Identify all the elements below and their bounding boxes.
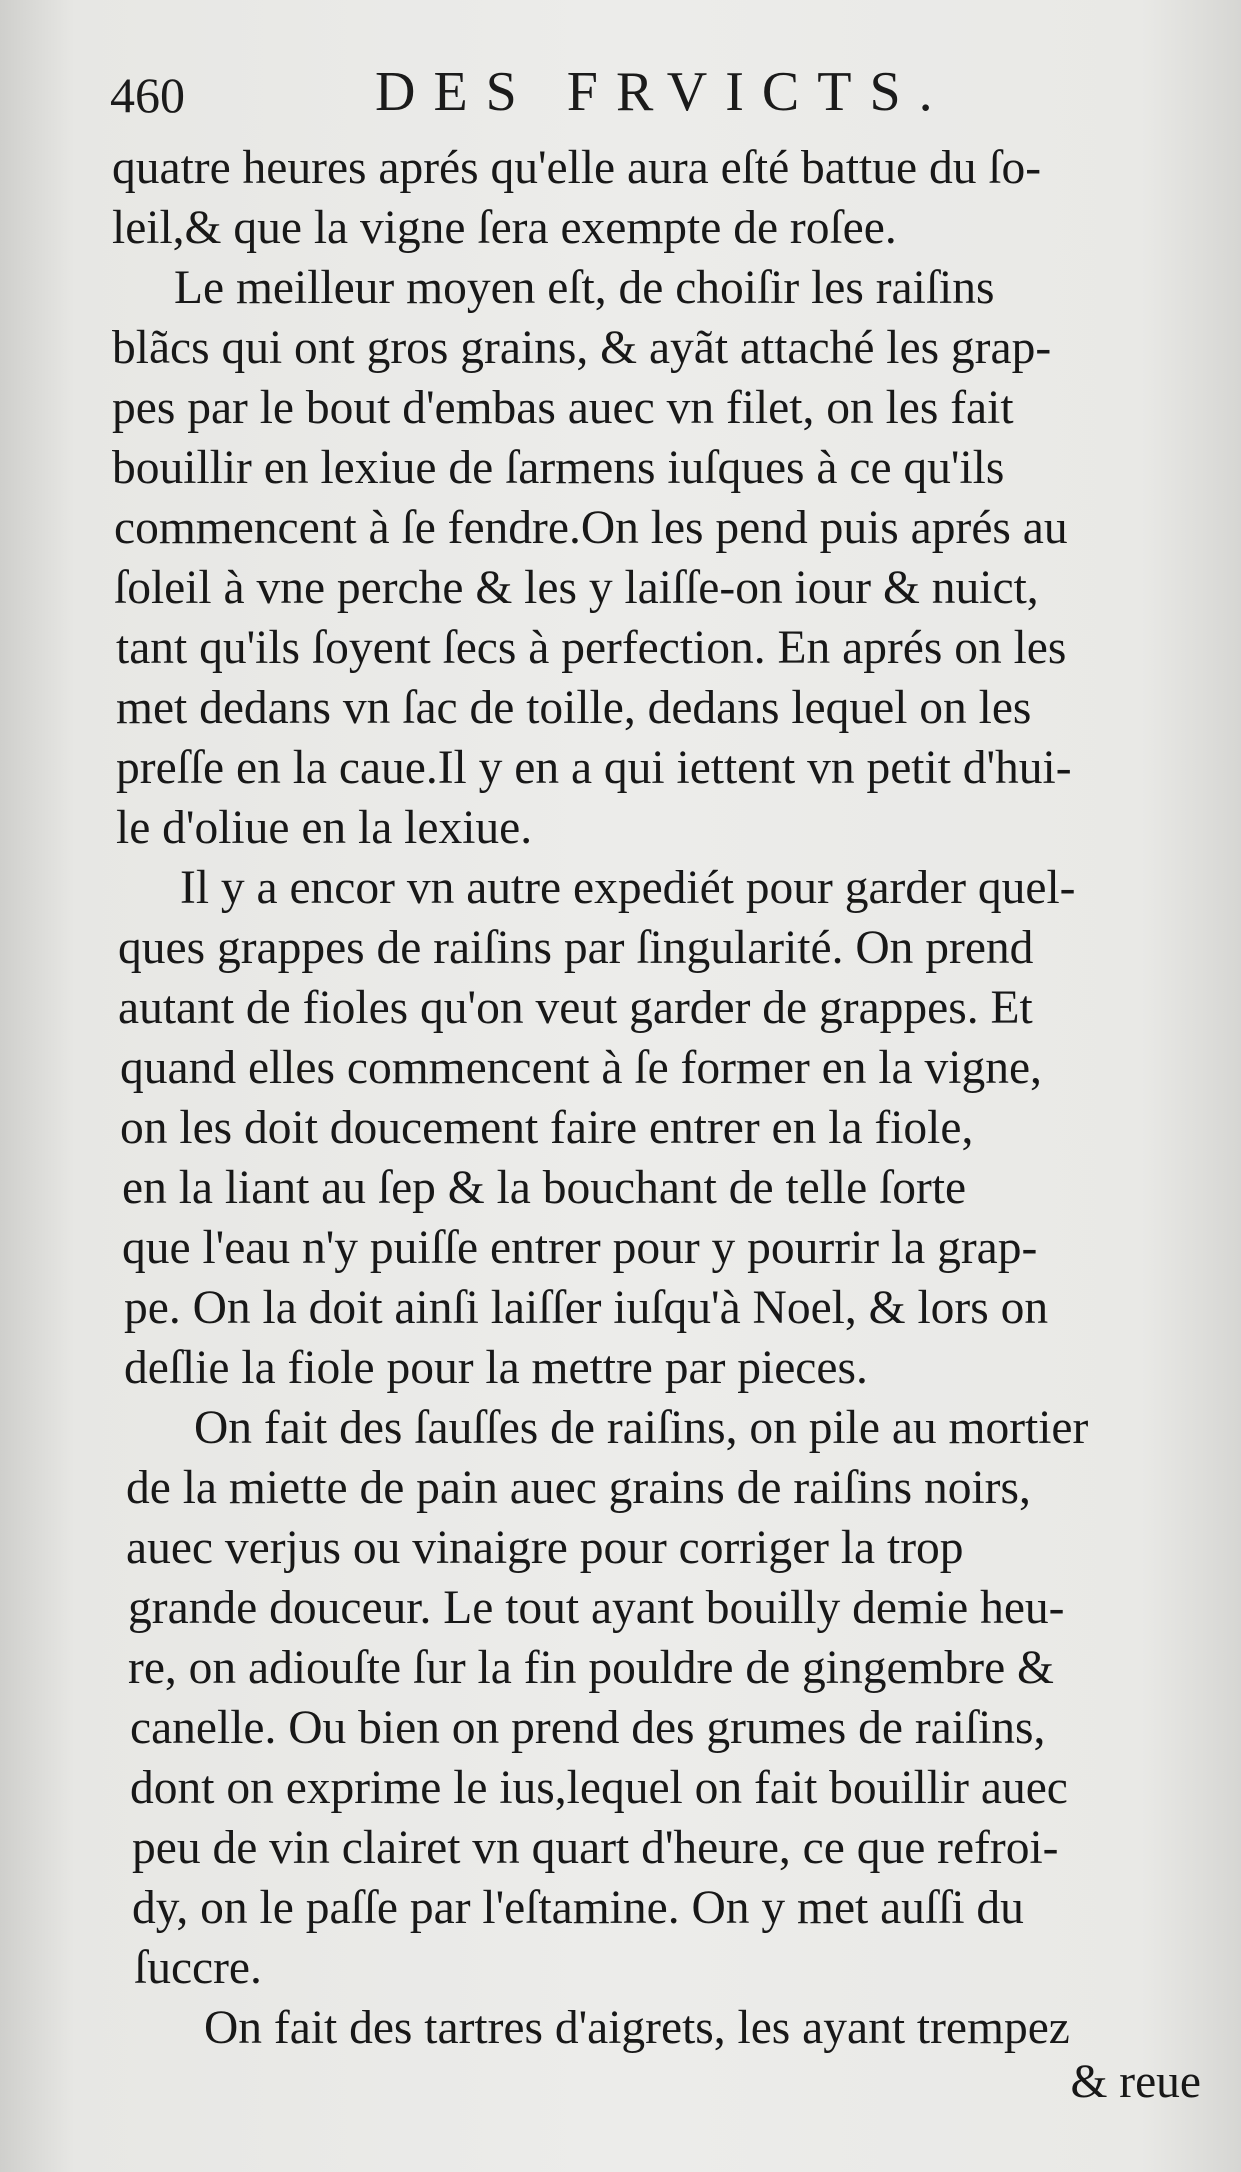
text-line: peu de vin clairet vn quart d'heure, ce que refroi- <box>132 1822 1059 1874</box>
body-text <box>112 138 1182 2058</box>
text-line: deſlie la fiole pour la mettre par pieces. <box>124 1342 868 1394</box>
text-line: auec verjus ou vinaigre pour corriger la trop <box>126 1522 964 1574</box>
text-line: preſſe en la caue.Il y en a qui iettent vn petit d'hui- <box>116 742 1072 794</box>
text-line: bouillir en lexiue de ſarmens iuſques à ce qu'ils <box>112 442 1005 494</box>
text-line: ques grappes de raiſins par ſingularité. On prend <box>118 922 1034 974</box>
text-line: grande douceur. Le tout ayant bouilly demie heu- <box>128 1582 1065 1634</box>
text-line: canelle. Ou bien on prend des grumes de raiſins, <box>130 1702 1046 1754</box>
running-head <box>110 60 1190 140</box>
text-line: autant de fioles qu'on veut garder de grappes. Et <box>118 982 1033 1034</box>
text-line: dont on exprime le ius,lequel on fait bouillir auec <box>130 1762 1068 1814</box>
text-line: pe. On la doit ainſi laiſſer iuſqu'à Noel, & lors on <box>124 1282 1049 1334</box>
text-line: quand elles commencent à ſe former en la vigne, <box>120 1042 1042 1094</box>
catchword: & reue <box>1070 2056 1201 2108</box>
page-number: 460 <box>110 67 185 123</box>
text-line: que l'eau n'y puiſſe entrer pour y pourrir la grap- <box>122 1222 1038 1274</box>
text-line: tant qu'ils ſoyent ſecs à perfection. En aprés on les <box>116 622 1067 674</box>
text-line: pes par le bout d'embas auec vn filet, on les fait <box>112 382 1014 434</box>
text-line: commencent à ſe fendre.On les pend puis aprés au <box>114 502 1068 554</box>
text-line: ſuccre. <box>134 1942 262 1994</box>
text-line: dy, on le paſſe par l'eſtamine. On y met auſſi du <box>132 1882 1024 1934</box>
text-line: quatre heures aprés qu'elle aura eſté battue du ſo- <box>112 142 1042 194</box>
text-line: en la liant au ſep & la bouchant de telle ſorte <box>122 1162 967 1214</box>
paragraph-first-line: On fait des ſauſſes de raiſins, on pile au mortier <box>194 1402 1089 1454</box>
text-line: leil,& que la vigne ſera exempte de roſee. <box>112 202 897 254</box>
text-line: re, on adiouſte ſur la fin pouldre de gingembre & <box>128 1642 1054 1694</box>
text-line: met dedans vn ſac de toille, dedans lequel on les <box>116 682 1032 734</box>
paragraph-first-line: Il y a encor vn autre expediét pour garder quel- <box>180 862 1076 914</box>
text-line: ſoleil à vne perche & les y laiſſe-on iour & nuict, <box>114 562 1039 614</box>
text-line: blãcs qui ont gros grains, & ayãt attaché les grap- <box>112 322 1052 374</box>
paragraph-first-line: Le meilleur moyen eſt, de choiſir les raiſins <box>174 262 995 314</box>
text-line: on les doit doucement faire entrer en la fiole, <box>120 1102 974 1154</box>
paragraph-first-line: On fait des tartres d'aigrets, les ayant trempez <box>204 2002 1070 2054</box>
text-line: de la miette de pain auec grains de raiſins noirs, <box>126 1462 1031 1514</box>
running-title: DES FRVICTS. <box>375 61 951 123</box>
text-line: le d'oliue en la lexiue. <box>116 802 533 854</box>
